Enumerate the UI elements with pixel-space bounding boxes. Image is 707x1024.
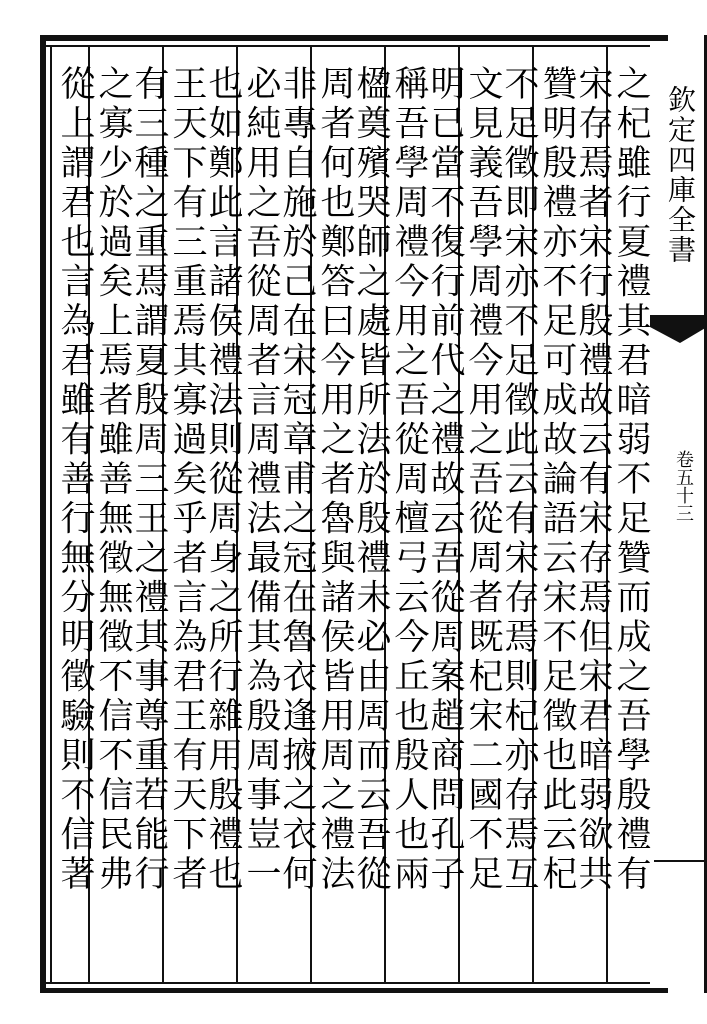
text-column: 宋存焉者宋行殷禮故云有宋存焉但宋君暗弱欲共 xyxy=(573,65,613,895)
book-page xyxy=(40,35,697,993)
frame-top-border xyxy=(40,35,668,41)
text-column: 從上謂君也言為君雖有善行無分明徵驗則不信著 xyxy=(55,65,95,895)
text-column: 明已當不復行前代之禮故云吾從周案趙商問孔子 xyxy=(425,65,465,895)
volume-label: 卷五十三 xyxy=(673,450,694,522)
text-column: 之杞雖行夏禮其君暗弱不足贊而成之吾學殷禮有 xyxy=(611,65,651,895)
text-body xyxy=(52,47,651,983)
frame-bottom-border xyxy=(40,988,668,993)
fore-edge-margin xyxy=(650,35,707,993)
text-column: 楹奠殯哭師之處皆所法於殷禮未必由周而云吾從 xyxy=(351,65,391,895)
text-column: 稱吾學周禮今用之吾從周檀弓云今丘也殷人也兩 xyxy=(389,65,429,895)
text-column: 必純用之吾從周者言周禮法最備其為殷周事豈一 xyxy=(241,65,281,895)
text-column: 之寡少於過矣上焉者雖善無徵無徵不信不信民弗 xyxy=(93,65,133,895)
text-column: 文見義吾學周禮今用之吾從周者既杞宋二國不足 xyxy=(463,65,503,895)
margin-divider xyxy=(654,860,704,862)
text-column: 不足徵即宋亦不足徵此云有宋存焉則杞亦存焉互 xyxy=(499,65,539,895)
book-title: 欽定四庫全書 xyxy=(664,85,697,265)
text-column: 周者何也鄭答曰今用之者魯與諸侯皆用周之禮法 xyxy=(315,65,355,895)
frame-left-border xyxy=(40,35,46,993)
fish-tail-mark xyxy=(650,315,707,343)
text-column: 非專自施於己在宋冠章甫之冠在魯衣逢掖之衣何 xyxy=(277,65,317,895)
text-column: 王天下有三重焉其寡過矣乎者言為君王有天下者 xyxy=(167,65,207,895)
text-column: 贊明殷禮亦不足可成故論語云宋不足徵也此云杞 xyxy=(537,65,577,895)
text-column: 也如鄭此言諸侯禮法則從周身之所行雜用殷禮也 xyxy=(203,65,243,895)
text-column: 有三種之重焉謂夏殷周三王之禮其事尊重若能行 xyxy=(129,65,169,895)
